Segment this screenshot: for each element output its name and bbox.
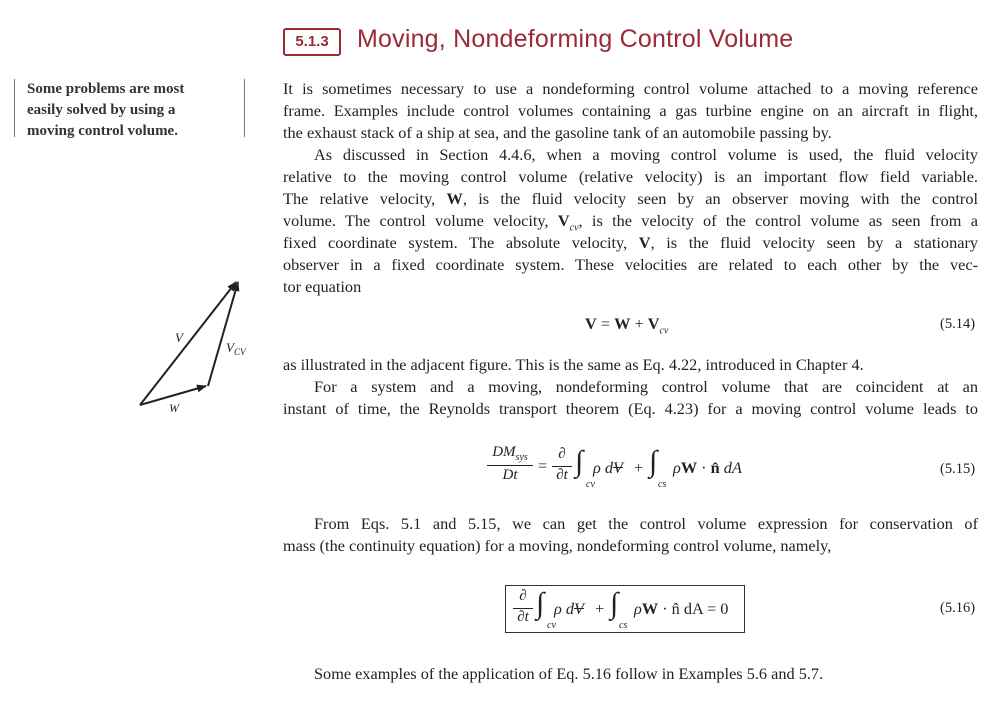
body-line: fixed coordinate system. The absolute velocity, V, is the fluid velocity seen by a stationary	[283, 233, 979, 252]
fraction-bar	[487, 465, 533, 466]
margin-note-line: Some problems are most	[27, 81, 185, 97]
integral-sub: cv	[547, 620, 556, 631]
velocity-triangle-figure	[120, 270, 280, 430]
section-title: Moving, Nondeforming Control Volume	[357, 25, 794, 53]
body-line: instant of time, the Reynolds transport theorem (Eq. 4.23) for a moving control volume leads to	[283, 399, 978, 418]
equals-sign: =	[538, 456, 548, 475]
body-line: mass (the continuity equation) for a moving, nondeforming control volume, namely,	[283, 536, 832, 555]
equation-number: (5.15)	[940, 461, 976, 477]
body-line: The relative velocity, W, is the fluid velocity seen by an observer moving with the control	[283, 189, 978, 208]
fraction-denominator: Dt	[502, 467, 518, 483]
body-line: frame. Examples include control volumes containing a gas turbine engine on an aircraft in flight,	[283, 101, 978, 120]
body-line: It is sometimes necessary to use a nondeforming control volume attached to a moving reference	[283, 79, 978, 98]
plus-sign: +	[595, 599, 605, 618]
integrand: ρW · n̂ dA = 0	[634, 599, 729, 618]
equation-number: (5.16)	[940, 600, 976, 616]
integral-sign: ∫	[536, 587, 545, 620]
integral-sign: ∫	[575, 445, 584, 478]
vector-v	[140, 282, 236, 405]
section-number: 5.1.3	[283, 28, 341, 56]
integrand: ρ dV	[593, 458, 623, 477]
body-line: volume. The control volume velocity, $V_{cv}$, is the velocity of the control volume as seen from a	[283, 211, 979, 234]
margin-note-line: easily solved by using a	[27, 102, 176, 118]
label-v: V	[175, 330, 183, 345]
integral-sub: cv	[586, 479, 595, 490]
body-line: the exhaust stack of a ship at sea, and the gasoline tank of an automobile passing by.	[283, 123, 832, 142]
label-vcv: $V_{CV}$	[226, 340, 246, 357]
body-line: relative to the moving control volume (relative velocity) is an important flow field variable.	[283, 167, 978, 186]
equation-number: (5.14)	[940, 316, 976, 332]
integral-sub: cs	[658, 479, 667, 490]
partial-denominator: ∂t	[556, 467, 568, 483]
integral-sign: ∫	[649, 445, 658, 478]
integrand: ρW · n̂ dA	[673, 458, 742, 477]
plus-sign: +	[634, 458, 644, 477]
body-line: observer in a fixed coordinate system. These velocities are related to each other by the vec-	[283, 255, 978, 274]
partial-numerator: ∂	[519, 588, 527, 604]
margin-note	[14, 79, 245, 137]
integral-sign: ∫	[610, 587, 619, 620]
fraction-numerator: $DM_{sys}$	[492, 444, 528, 463]
label-w: W	[169, 401, 179, 415]
margin-note-line: moving control volume.	[27, 123, 178, 139]
body-line: For a system and a moving, nondeforming control volume that are coincident at an	[314, 377, 978, 396]
body-line: as illustrated in the adjacent figure. This is the same as Eq. 4.22, introduced in Chapter 4.	[283, 355, 864, 374]
integrand: ρ dV	[554, 599, 584, 618]
partial-numerator: ∂	[558, 446, 566, 462]
body-line: tor equation	[283, 277, 362, 296]
partial-denominator: ∂t	[517, 609, 529, 625]
equation-5-14: $V = W + V_{cv}$	[585, 314, 669, 337]
integral-sub: cs	[619, 620, 628, 631]
body-line: From Eqs. 5.1 and 5.15, we can get the control volume expression for conservation of	[314, 514, 978, 533]
body-line: As discussed in Section 4.4.6, when a moving control volume is used, the fluid velocity	[314, 145, 978, 164]
body-line: Some examples of the application of Eq. 5.16 follow in Examples 5.6 and 5.7.	[314, 664, 824, 683]
